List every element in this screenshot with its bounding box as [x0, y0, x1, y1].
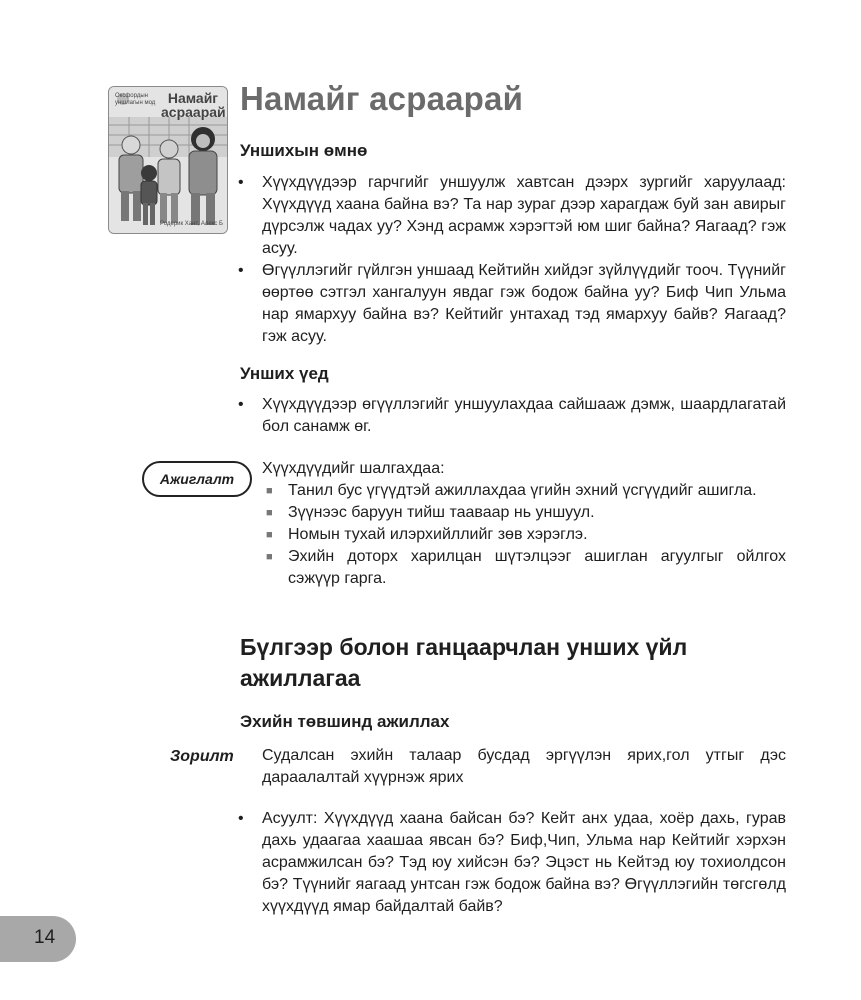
observation-intro: Хүүхдүүдийг шалгахдаа: [262, 460, 445, 477]
before-reading-heading: Уншихын өмнө [240, 141, 368, 160]
page-title: Намайг асраарай [240, 80, 524, 117]
list-item [262, 546, 786, 590]
list-item-text: Зүүнээс баруун тийш тааваар нь уншуул. [288, 504, 595, 521]
observation-list [262, 480, 786, 590]
cover-series-label: Оксфордын уншлагын мод [115, 93, 156, 106]
list-item-text: Танил бус үгүүдтэй ажиллахдаа үгийн эхний үсгүүдийг ашигла. [288, 482, 757, 499]
questions-list [238, 808, 786, 918]
bullet-icon: • [238, 810, 244, 827]
square-bullet-icon: ■ [266, 529, 273, 541]
list-item [238, 172, 786, 260]
goal-text: Судалсан эхийн талаар бусдад эргүүлэн ярих,гол утгыг дэс дараалалтай хүүрнэж ярих [262, 747, 786, 786]
list-item-text: Номын тухай илэрхийллийг зөв хэрэглэ. [288, 526, 588, 543]
square-bullet-icon: ■ [266, 507, 273, 519]
page-number: 14 [34, 927, 56, 948]
list-item [238, 260, 786, 348]
book-cover-image [108, 86, 228, 234]
cover-title: Намайг асраарай [161, 90, 226, 120]
list-item [238, 808, 786, 918]
list-item-text: Өгүүллэгийг гүйлгэн уншаад Кейтийн хийдэг зүйлүүдийг тооч. Түүнийг өөртөө сэтгэл хангалуун явдаг гэж бодож байна уу? Биф Чип Ульма нар ямархуу байна вэ? Кейтийг унтахад тэд ямархуу байв? Яагаад? гэж асуу. [262, 262, 786, 345]
list-item [262, 480, 786, 502]
square-bullet-icon: ■ [266, 485, 273, 497]
bullet-icon: • [238, 174, 244, 191]
square-bullet-icon: ■ [266, 551, 273, 563]
cover-credits: Родерик Хант, Алекс Б [160, 221, 223, 227]
bullet-icon: • [238, 262, 244, 279]
list-item-text: Асуулт: Хүүхдүүд хаана байсан бэ? Кейт анх удаа, хоёр дахь, гурав дахь удаагаа хаашаа явсан бэ? Биф,Чип, Ульма нар Кейтийг хэрхэн асрамжилсан бэ? Тэд юу хийсэн бэ? Эцэст нь Кейтэд юу тохиолдсон бэ? Түүнийг яагаад унтсан гэж бодож байна вэ? Өгүүллэгийн төгсгөлд хүүхдүүд ямар байдалтай байв? [262, 810, 786, 915]
text-level-heading: Эхийн төвшинд ажиллах [240, 712, 450, 731]
during-reading-list [238, 394, 786, 438]
list-item-text: Хүүхдүүдээр гарчгийг уншуулж хавтсан дээрх зургийг харуулаад: Хүүхдүүд хаана байна вэ? Та нар зураг дээр харагдаж буй зан авирыг дүрсэлж чадах уу? Хэнд асрамж хэрэгтэй юм шиг байна? Яагаад? гэж асуу. [262, 174, 786, 257]
during-reading-heading: Унших үед [240, 364, 329, 383]
list-item [262, 524, 786, 546]
list-item [238, 394, 786, 438]
group-reading-heading: Бүлгээр болон ганцаарчлан унших үйл ажиллагаа [240, 634, 688, 691]
bullet-icon: • [238, 396, 244, 413]
before-reading-list [238, 172, 786, 348]
list-item-text: Хүүхдүүдээр өгүүллэгийг уншуулахдаа сайшааж дэмж, шаардлагатай бол санамж өг. [262, 396, 786, 435]
goal-tag: Зорилт [170, 748, 234, 765]
list-item [262, 502, 786, 524]
list-item-text: Эхийн доторх харилцан шүтэлцээг ашиглан агуулгыг ойлгох сэжүүр гарга. [288, 548, 786, 587]
observation-tag: Ажиглалт [142, 461, 252, 497]
